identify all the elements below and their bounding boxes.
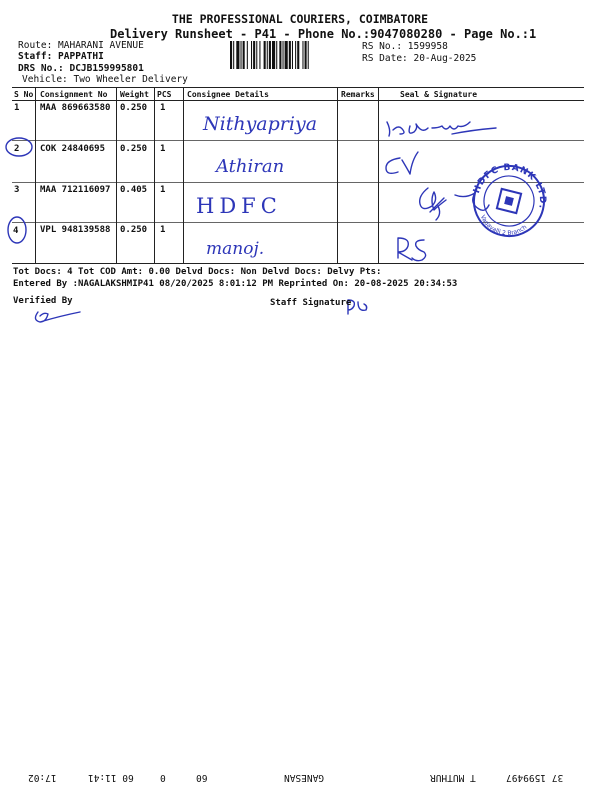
- row-1-signature: [387, 122, 496, 136]
- row-2-signature: [386, 152, 418, 174]
- circled-sno-2: [6, 138, 32, 156]
- col-header-consignment: Consignment No: [40, 90, 108, 99]
- strip-field-2: 0: [160, 772, 166, 783]
- row-1-pcs: 1: [160, 103, 166, 113]
- svg-text:2: 2: [14, 144, 20, 154]
- row-3-weight: 0.405: [120, 185, 148, 195]
- row-3-consignment: MAA 712116097: [40, 185, 111, 195]
- strip-field-1: 60 11:41: [88, 772, 134, 783]
- strip-name: GANESAN: [284, 772, 325, 783]
- strip-number: 37 1599497: [506, 772, 564, 783]
- verified-by-signature: [35, 312, 80, 322]
- row-2-consignee-handwriting: Athiran: [216, 156, 285, 177]
- staff-info: Staff: PAPPATHI: [18, 51, 104, 62]
- hdfc-bank-stamp: [463, 155, 555, 245]
- route-info: Route: MAHARANI AVENUE: [18, 40, 144, 51]
- col-header-pcs: PCS: [157, 90, 172, 99]
- svg-text:4: 4: [13, 226, 19, 236]
- row-1-consignment: MAA 869663580: [40, 103, 111, 113]
- drs-number: DRS No.: DCJB159995801: [18, 63, 144, 74]
- circled-sno-4: [8, 217, 26, 243]
- rs-number: RS No.: 1599958: [362, 41, 448, 52]
- document-subtitle: Delivery Runsheet - P41 - Phone No.:9047080280 - Page No.:1: [110, 27, 537, 41]
- col-header-consignee: Consignee Details: [187, 90, 269, 99]
- rs-date: RS Date: 20-Aug-2025: [362, 53, 477, 64]
- row-3-consignee-handwriting: HDFC: [196, 194, 282, 218]
- row-2-weight: 0.250: [120, 144, 148, 154]
- row-1-consignee-handwriting: Nithyapriya: [203, 113, 318, 135]
- document-title: THE PROFESSIONAL COURIERS, COIMBATORE: [171, 12, 429, 26]
- verified-by-label: Verified By: [13, 296, 73, 306]
- svg-text:Vadavalli 2 Branch: Vadavalli 2 Branch: [478, 214, 529, 237]
- col-header-weight: Weight: [120, 90, 149, 99]
- row-4-signature: [398, 238, 426, 261]
- row-1-sno: 1: [14, 103, 20, 113]
- row-4-consignment: VPL 948139588: [40, 225, 111, 235]
- col-header-sno: S No: [14, 90, 34, 99]
- row-4-consignee-handwriting: manoj.: [206, 239, 265, 259]
- col-header-seal: Seal & Signature: [400, 90, 478, 99]
- row-4-pcs: 1: [160, 225, 166, 235]
- totals-line: Tot Docs: 4 Tot COD Amt: 0.00 Delvd Docs: Non Delvd Docs: Delvy Pts:: [13, 267, 382, 277]
- strip-field-3: 60: [196, 772, 208, 783]
- strip-code: T MUTHUR: [430, 772, 476, 783]
- col-header-remarks: Remarks: [341, 90, 375, 99]
- vehicle-info: Vehicle: Two Wheeler Delivery: [22, 74, 188, 85]
- row-2-consignment: COK 24840695: [40, 144, 106, 154]
- row-3-signature: [420, 188, 446, 220]
- svg-text:HDFC BANK LTD.: HDFC BANK LTD.: [472, 162, 548, 211]
- entered-by-line: Entered By :NAGALAKSHMIP41 08/20/2025 8:01:12 PM Reprinted On: 20-08-2025 20:34:53: [13, 279, 458, 289]
- staff-signature-label: Staff Signature: [270, 298, 352, 308]
- row-3-pcs: 1: [160, 185, 166, 195]
- row-3-sno: 3: [14, 185, 20, 195]
- row-1-weight: 0.250: [120, 103, 148, 113]
- strip-time: 17:02: [28, 772, 57, 783]
- row-4-weight: 0.250: [120, 225, 148, 235]
- row-2-pcs: 1: [160, 144, 166, 154]
